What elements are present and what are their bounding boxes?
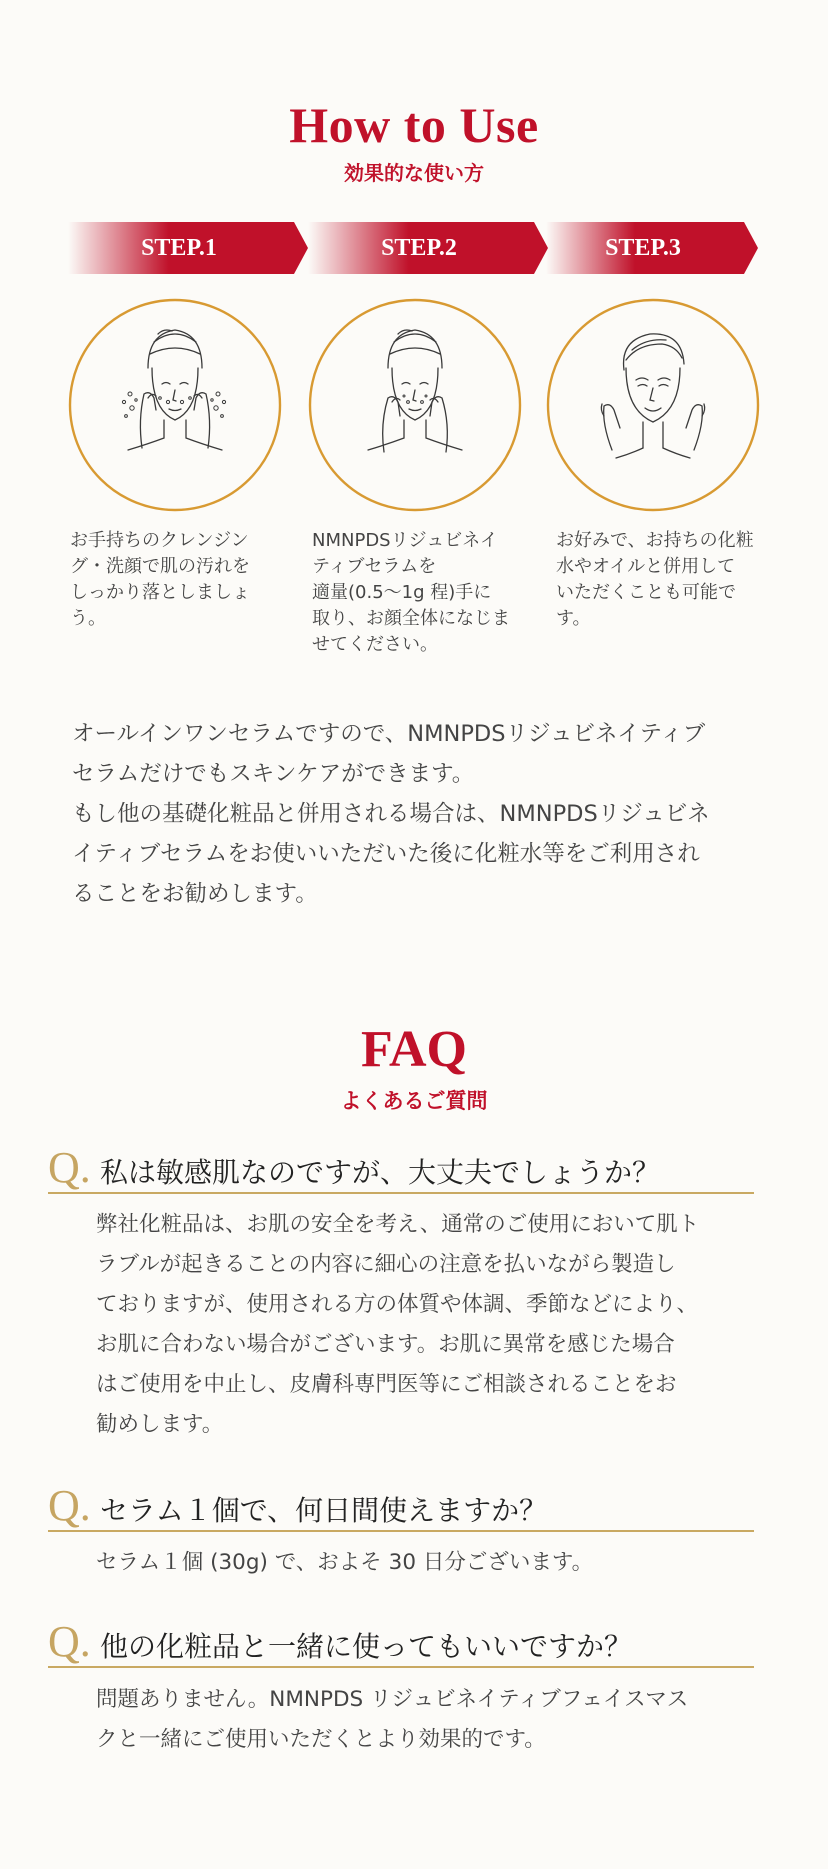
section-title-faq: FAQ: [361, 1021, 467, 1078]
faq-question-text: 私は敏感肌なのですが、大丈夫でしょうか？: [100, 1158, 661, 1189]
section-title-how-to-use: How to Use: [289, 97, 539, 153]
section-subtitle-how-to-use: 効果的な使い方: [344, 163, 484, 185]
q-mark: Q.: [48, 1143, 91, 1192]
faq-answer-2: セラム１個 (30g) で、およそ 30 日分ございます。: [96, 1550, 594, 1575]
step-2-text: NMNPDSリジュビネイ ティブセラムを 適量(0.5〜1g 程)手に 取り、お顔全体になじま せてください。: [312, 530, 510, 655]
faq-answer-3: 問題ありません。NMNPDS リジュビネイティブフェイスマス クと一緒にご使用いただくとより効果的です。: [96, 1687, 689, 1752]
section-subtitle-faq: よくあるご質問: [340, 1089, 488, 1113]
q-mark: Q.: [48, 1617, 91, 1666]
step-3-illustration: [546, 298, 760, 512]
faq-question-2: [48, 1481, 754, 1532]
q-mark: Q.: [48, 1481, 91, 1530]
faq-question-3: [48, 1617, 754, 1668]
step-1-illustration: [68, 298, 282, 512]
faq-question-text: セラム１個で、何日間使えますか？: [100, 1496, 548, 1527]
step-3-text: お好みで、お持ちの化粧 水やオイルと併用して いただくことも可能で す。: [556, 530, 754, 629]
step-1-label: STEP.1: [141, 235, 217, 261]
step-3-label: STEP.3: [605, 235, 681, 261]
usage-note: オールインワンセラムですので、NMNPDSリジュビネイティブ セラムだけでもスキンケアができます。 もし他の基礎化粧品と併用される場合は、NMNPDSリジュビネ イティブセラムをお使いいただいた後に化粧水等をご利用され ることをお勧めします。: [72, 721, 710, 907]
step-2-illustration: [308, 298, 522, 512]
faq-question-text: 他の化粧品と一緒に使ってもいいですか？: [100, 1632, 633, 1663]
step-3-banner: [546, 222, 758, 274]
faq-question-1: [48, 1143, 754, 1194]
step-1-banner: [68, 222, 308, 274]
step-2-label: STEP.2: [381, 235, 457, 261]
faq-answer-1: 弊社化粧品は、お肌の安全を考え、通常のご使用において肌ト ラブルが起きることの内容に細心の注意を払いながら製造し ておりますが、使用される方の体質や体調、季節などにより、 お肌に合わない場合がございます。お肌に異常を感じた場合 はご使用を中止し、皮膚科専門医等にご相談されることをお 勧めします。: [96, 1212, 700, 1437]
step-1-text: お手持ちのクレンジン グ・洗顔で肌の汚れを しっかり落としましょ う。: [70, 530, 250, 629]
step-2-banner: [308, 222, 548, 274]
